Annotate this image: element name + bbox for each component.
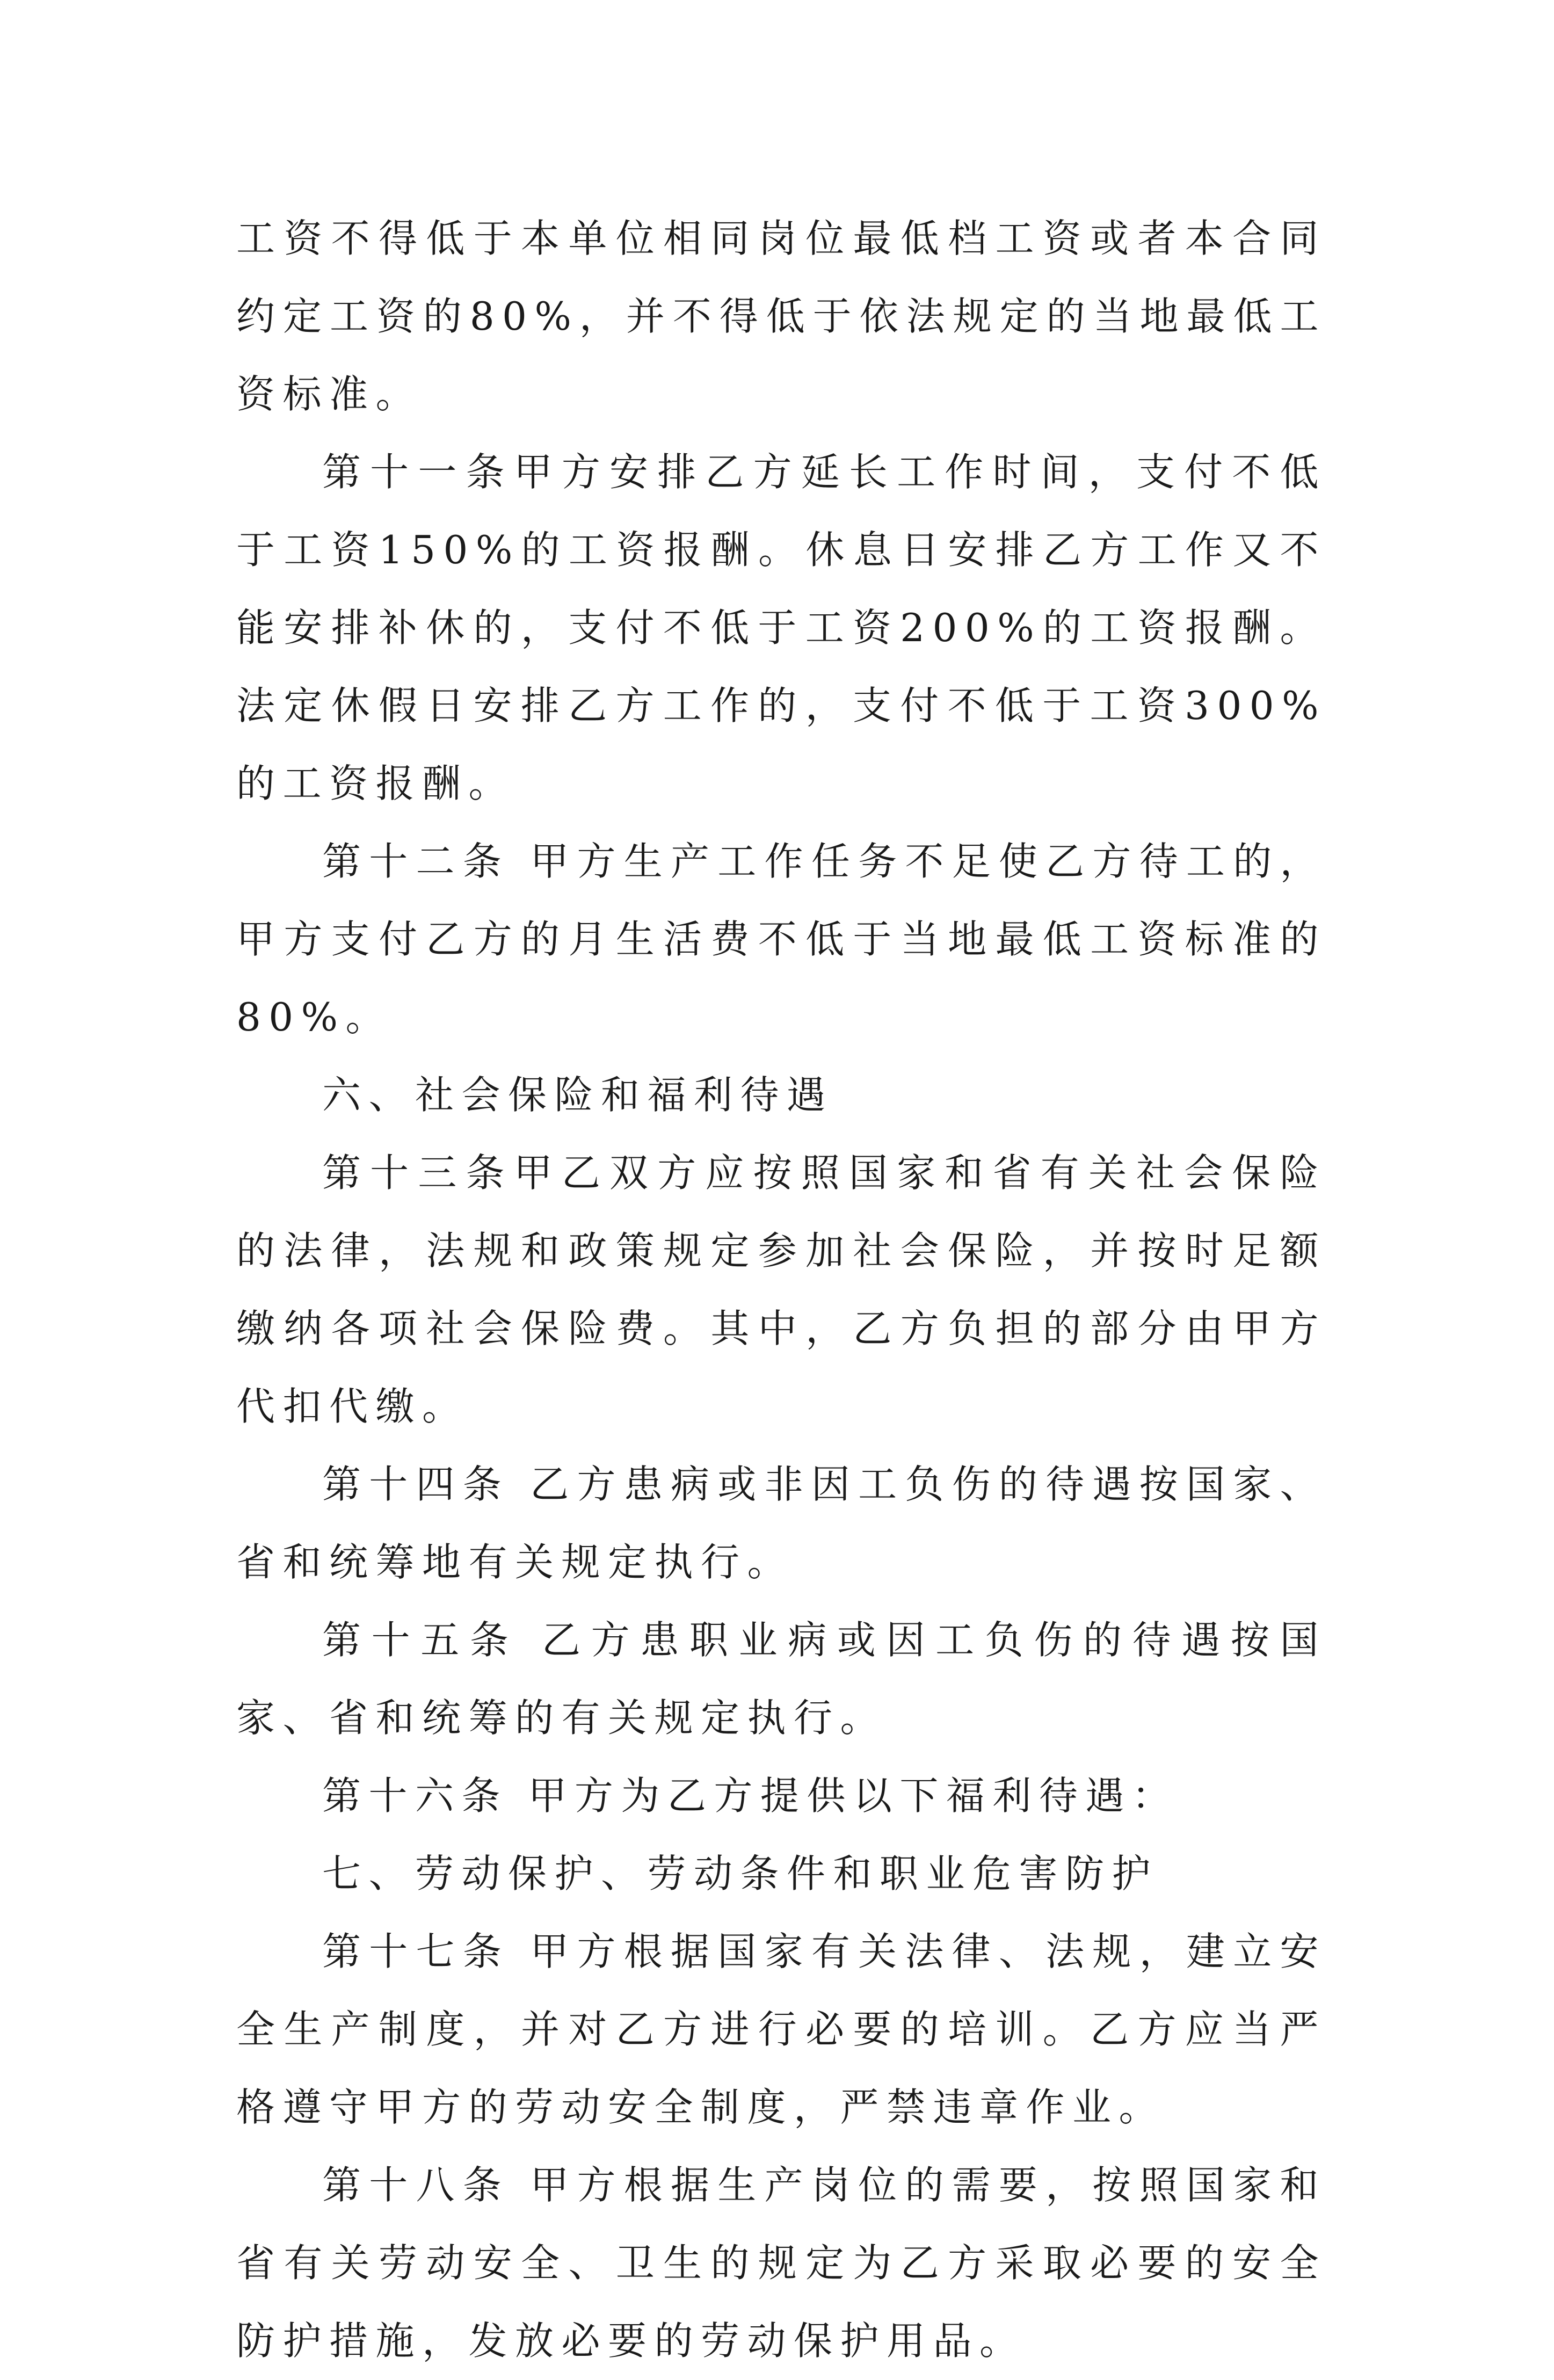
article-11: 第十一条甲方安排乙方延长工作时间，支付不低于工资150%的工资报酬。休息日安排乙方工作又不能安排补休的，支付不低于工资200%的工资报酬。法定休假日安排乙方工作的，支付不低于工资300%的工资报酬。 [236, 449, 1326, 806]
article-15: 第十五条 乙方患职业病或因工负伤的待遇按国家、省和统筹的有关规定执行。 [236, 1617, 1326, 1740]
article-12: 第十二条 甲方生产工作任务不足使乙方待工的，甲方支付乙方的月生活费不低于当地最低工资标准的80%。 [236, 839, 1326, 1040]
article-17: 第十七条 甲方根据国家有关法律、法规，建立安全生产制度，并对乙方进行必要的培训。乙方应当严格遵守甲方的劳动安全制度，严禁违章作业。 [236, 1929, 1326, 2130]
article-14: 第十四条 乙方患病或非因工负伤的待遇按国家、省和统筹地有关规定执行。 [236, 1462, 1326, 1585]
article-13: 第十三条甲乙双方应按照国家和省有关社会保险的法律，法规和政策规定参加社会保险，并按时足额缴纳各项社会保险费。其中，乙方负担的部分由甲方代扣代缴。 [236, 1150, 1326, 1429]
document-body [236, 200, 1326, 2380]
article-18: 第十八条 甲方根据生产岗位的需要，按照国家和省有关劳动安全、卫生的规定为乙方采取必要的安全防护措施，发放必要的劳动保护用品。 [236, 2163, 1326, 2363]
section-heading-social-insurance: 六、社会保险和福利待遇 [322, 1072, 833, 1118]
section-heading-labor-protection: 七、劳动保护、劳动条件和职业危害防护 [322, 1851, 1159, 1896]
article-16: 第十六条 甲方为乙方提供以下福利待遇： [322, 1773, 1179, 1818]
paragraph-wage-continuation: 工资不得低于本单位相同岗位最低档工资或者本合同约定工资的80%，并不得低于依法规定的当地最低工资标准。 [236, 216, 1326, 417]
